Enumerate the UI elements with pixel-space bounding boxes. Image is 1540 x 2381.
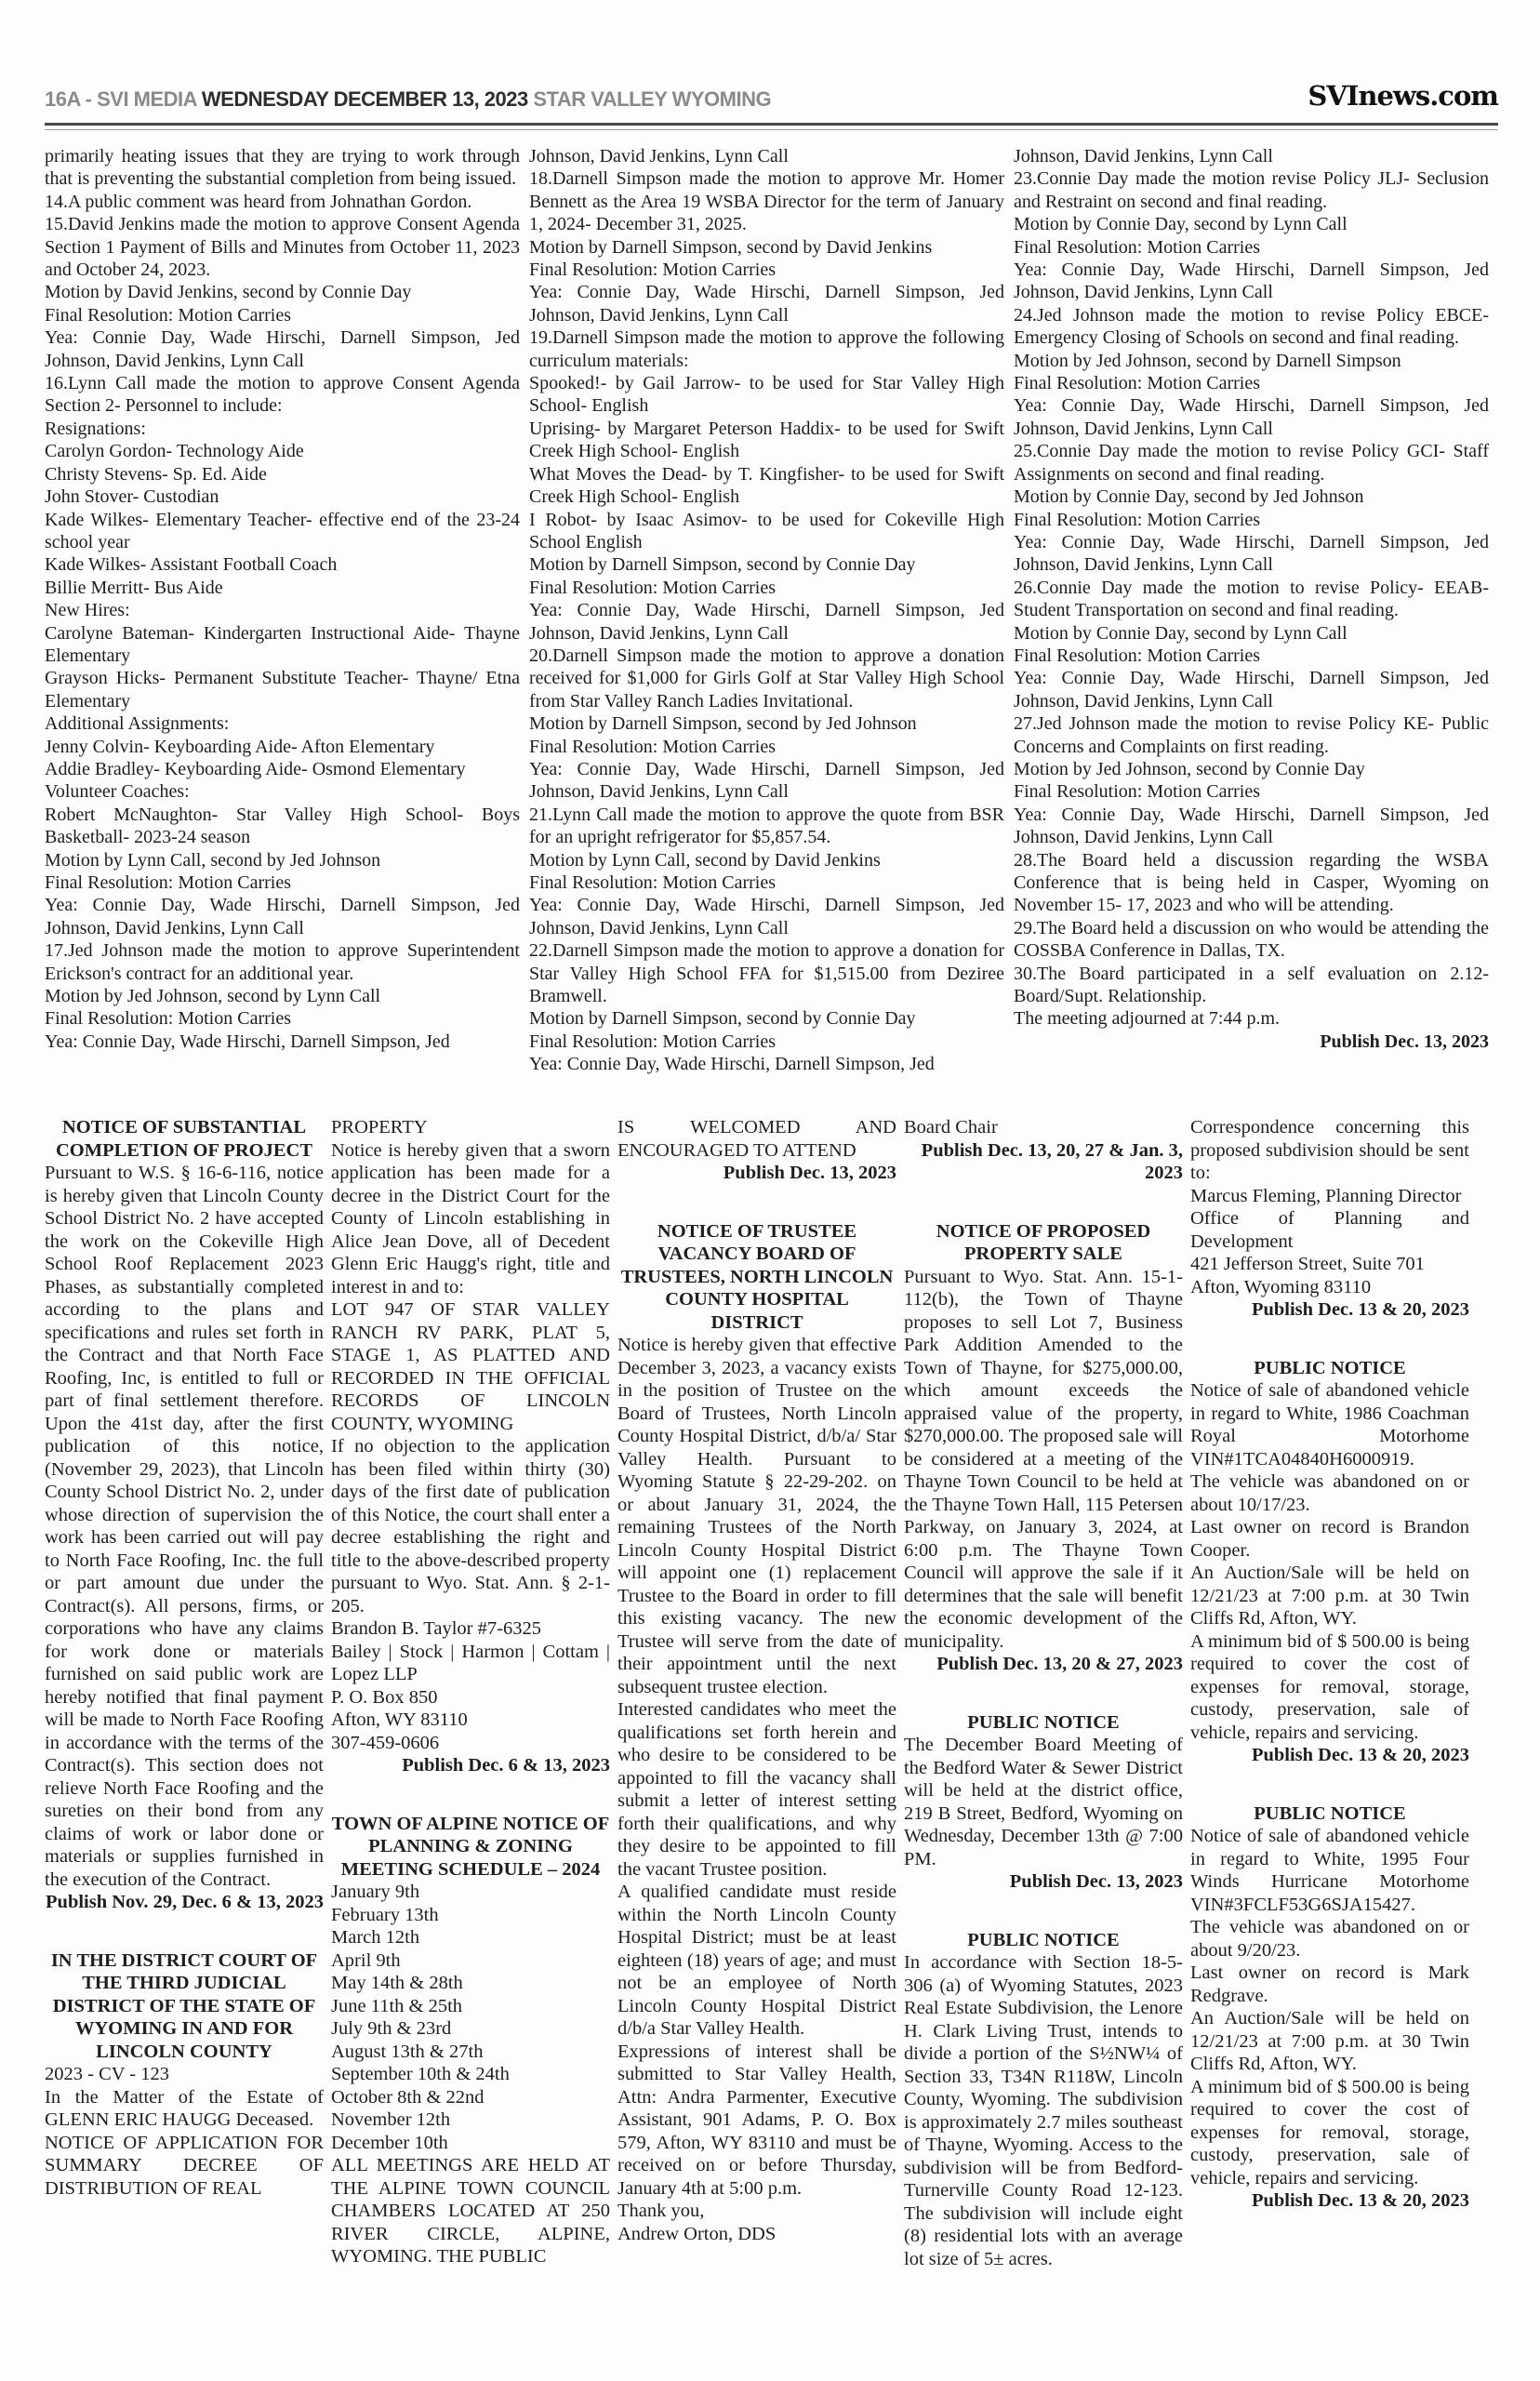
body-paragraph: Christy Stevens- Sp. Ed. Aide [45,463,267,485]
minutes-column-1 [45,145,520,1075]
body-paragraph: Additional Assignments: [45,713,230,735]
notice-heading: NOTICE OF PROPOSED PROPERTY SALE [936,1220,1151,1264]
body-paragraph: Billie Merritt- Bus Aide [45,577,223,598]
body-paragraph: P. O. Box 850 [331,1686,438,1708]
body-paragraph: 14.A public comment was heard from Johnathan Gordon. [45,191,472,212]
body-paragraph: Afton, Wyoming 83110 [1190,1276,1372,1297]
body-paragraph: Resignations: [45,418,146,439]
minutes-section [0,130,1540,1075]
body-paragraph: Yea: Connie Day, Wade Hirschi, Darnell Simpson, Jed Johnson, David Jenkins, Lynn Call [529,758,1004,803]
body-paragraph: Board Chair [904,1117,998,1137]
notice-heading: NOTICE OF TRUSTEE VACANCY BOARD OF TRUSTEES, NORTH LINCOLN COUNTY HOSPITAL DISTRICT [620,1220,894,1333]
notice-heading: NOTICE OF SUBSTANTIAL COMPLETION OF PROJECT [56,1117,312,1161]
body-paragraph: 20.Darnell Simpson made the motion to approve a donation received for $1,000 for Girls Golf at Star Valley High School from Star Valley Ranch Ladies Invitational. [529,645,1004,712]
body-paragraph: July 9th & 23rd [331,2018,452,2039]
body-paragraph: Notice is hereby given that a sworn application has been made for a decree in the District Court for the County of Lincoln establishing in Alice Jean Dove, all of Decedent Glenn Eric Haugg's right, title and interest in and to: [331,1139,610,1297]
body-paragraph: 27.Jed Johnson made the motion to revise Policy KE- Public Concerns and Complaints on first reading. [1014,713,1489,757]
body-paragraph: primarily heating issues that they are trying to work through that is preventing the substantial completion from being issued. [45,146,520,190]
body-paragraph: Interested candidates who meet the qualifications set forth herein and who desire to be considered to be appointed to fill the vacancy shall submit a letter of interest setting forth their qualifications, and why they desire to be appointed to fill the vacant Trustee position. [617,1699,896,1880]
body-paragraph: October 8th & 22nd [331,2086,485,2108]
body-paragraph: Motion by Connie Day, second by Jed Johnson [1014,486,1364,508]
body-paragraph: A minimum bid of $ 500.00 is being required to cover the cost of expenses for removal, storage, custody, preservation, sale of vehicle, repairs and servicing. [1190,2076,1469,2188]
body-paragraph: 21.Lynn Call made the motion to approve the quote from BSR for an upright refrigerator for $5,857.54. [529,804,1004,848]
body-paragraph: Kade Wilkes- Elementary Teacher- effective end of the 23-24 school year [45,509,520,552]
body-paragraph: Motion by Connie Day, second by Lynn Call [1014,214,1348,235]
notice-heading: IN THE DISTRICT COURT OF THE THIRD JUDICIAL DISTRICT OF THE STATE OF WYOMING IN AND FOR LINCOLN COUNTY [50,1949,318,2062]
body-paragraph: IS WELCOMED AND ENCOURAGED TO ATTEND [617,1117,896,1161]
body-paragraph: Marcus Fleming, Planning Director [1190,1185,1462,1206]
body-paragraph: Jenny Colvin- Keyboarding Aide- Afton Elementary [45,736,435,757]
body-paragraph: 23.Connie Day made the motion revise Policy JLJ- Seclusion and Restraint on second and final reading. [1014,168,1489,212]
notice-heading: PUBLIC NOTICE [1254,1802,1406,1824]
body-paragraph: 15.David Jenkins made the motion to approve Consent Agenda Section 1 Payment of Bills and Minutes from October 11, 2023 and October 24, 2023. [45,214,520,281]
body-paragraph: A qualified candidate must reside within the North Lincoln County Hospital District; must be at least eighteen (18) years of age; and must not be an employee of North Lincoln County Hospital District d/b/a Star Valley Health. [617,1882,896,2039]
body-paragraph: Motion by Connie Day, second by Lynn Call [1014,622,1348,644]
notice-gap [904,1676,1183,1711]
body-paragraph: March 12th [331,1927,420,1948]
body-paragraph: Correspondence concerning this proposed subdivision should be sent to: [1190,1117,1469,1183]
body-paragraph: Addie Bradley- Keyboarding Aide- Osmond Elementary [45,758,466,779]
body-paragraph: Yea: Connie Day, Wade Hirschi, Darnell Simpson, Jed Johnson, David Jenkins, Lynn Call [45,327,520,371]
body-paragraph: Robert McNaughton- Star Valley High School- Boys Basketball- 2023-24 season [45,804,520,848]
body-paragraph: 16.Lynn Call made the motion to approve Consent Agenda Section 2- Personnel to include: [45,373,520,417]
body-paragraph: 22.Darnell Simpson made the motion to approve a donation for Star Valley High School FFA for $1,515.00 from Deziree Bramwell. [529,940,1004,1007]
notice-heading: TOWN OF ALPINE NOTICE OF PLANNING & ZONING MEETING SCHEDULE – 2024 [331,1813,610,1880]
notice-gap [904,1894,1183,1929]
body-paragraph: February 13th [331,1904,439,1925]
publish-line: Publish Dec. 13 & 20, 2023 [1251,1299,1469,1320]
body-paragraph: Volunteer Coaches: [45,781,190,803]
body-paragraph: Motion by Jed Johnson, second by Lynn Call [45,986,381,1007]
body-paragraph: NOTICE OF APPLICATION FOR SUMMARY DECREE OF DISTRIBUTION OF REAL [45,2132,324,2199]
notice-heading: PUBLIC NOTICE [967,1929,1120,1950]
body-paragraph: John Stover- Custodian [45,486,219,508]
masthead-site-logo: SVInews.com [1308,80,1498,112]
publish-line: Publish Dec. 13 & 20, 2023 [1251,1745,1469,1765]
publish-line: Publish Dec. 13 & 20, 2023 [1251,2190,1469,2211]
body-paragraph: Yea: Connie Day, Wade Hirschi, Darnell Simpson, Jed Johnson, David Jenkins, Lynn Call [1014,804,1489,848]
body-paragraph: Motion by Lynn Call, second by David Jenkins [529,849,881,871]
body-paragraph: 24.Jed Johnson made the motion to revise Policy EBCE- Emergency Closing of Schools on second and final reading. [1014,304,1489,349]
page-label: 16A - SVI MEDIA [45,87,197,111]
body-paragraph: Final Resolution: Motion Carries [529,872,776,893]
body-paragraph: Motion by Lynn Call, second by Jed Johnson [45,849,381,871]
body-paragraph: Pursuant to Wyo. Stat. Ann. 15-1-112(b), the Town of Thayne proposes to sell Lot 7, Business Park Addition Amended to the Town of Thayne, for $275,000.00, which amount exceeds the appraised value of the property, $270,000.00. The proposed sale will be considered at a meeting of the Thayne Town Council to be held at the Thayne Town Hall, 115 Petersen Parkway, on January 3, 2024, at 6:00 p.m. The Thayne Town Council will approve the sale if it determines that the sale will benefit the economic development of the municipality. [904,1266,1183,1652]
body-paragraph: June 11th & 25th [331,1995,463,2016]
body-paragraph: Last owner on record is Mark Redgrave. [1190,1962,1469,2006]
body-paragraph: November 12th [331,2109,451,2130]
body-paragraph: 17.Jed Johnson made the motion to approve Superintendent Erickson's contract for an additional year. [45,940,520,984]
publish-line: Publish Dec. 6 & 13, 2023 [402,1755,610,1776]
body-paragraph: Bailey | Stock | Harmon | Cottam | Lopez LLP [331,1641,610,1684]
body-paragraph: Notice of sale of abandoned vehicle in regard to White, 1986 Coachman Royal Motorhome VIN#1TCA04840H6000919. [1190,1380,1469,1470]
header-rule [45,123,1498,130]
body-paragraph: Johnson, David Jenkins, Lynn Call [529,146,789,166]
body-paragraph: Yea: Connie Day, Wade Hirschi, Darnell Simpson, Jed Johnson, David Jenkins, Lynn Call [45,895,520,938]
body-paragraph: Final Resolution: Motion Carries [529,259,776,281]
body-paragraph: Final Resolution: Motion Carries [529,577,776,598]
body-paragraph: Thank you, [617,2201,705,2221]
body-paragraph: LOT 947 OF STAR VALLEY RANCH RV PARK, PLAT 5, STAGE 1, AS PLATTED AND RECORDED IN THE OFFICIAL RECORDS OF LINCOLN COUNTY, WYOMING [331,1299,610,1434]
body-paragraph: September 10th & 24th [331,2064,510,2084]
body-paragraph: Carolyne Bateman- Kindergarten Instructional Aide- Thayne Elementary [45,622,520,666]
body-paragraph: 18.Darnell Simpson made the motion to approve Mr. Homer Bennett as the Area 19 WSBA Director for the term of January 1, 2024- December 31, 2025. [529,168,1004,235]
publish-line: Publish Nov. 29, Dec. 6 & 13, 2023 [46,1892,324,1912]
masthead-left [45,87,771,112]
body-paragraph: Final Resolution: Motion Carries [1014,509,1260,530]
body-paragraph: The vehicle was abandoned on or about 9/20/23. [1190,1917,1469,1961]
notice-gap [331,1777,610,1813]
body-paragraph: In the Matter of the Estate of GLENN ERIC HAUGG Deceased. [45,2086,324,2130]
body-paragraph: Final Resolution: Motion Carries [45,304,291,326]
body-paragraph: The meeting adjourned at 7:44 p.m. [1014,1008,1281,1030]
notice-heading: PUBLIC NOTICE [1254,1357,1406,1378]
masthead-date: WEDNESDAY DECEMBER 13, 2023 [201,87,528,111]
body-paragraph: Spooked!- by Gail Jarrow- to be used for Star Valley High School- English [529,373,1004,417]
body-paragraph: Last owner on record is Brandon Cooper. [1190,1517,1469,1561]
body-paragraph: Expressions of interest shall be submitted to Star Valley Health, Attn: Andra Parmenter, Executive Assistant, 901 Adams, P. O. Box 579, Afton, WY 83110 and must be received on or before Thursday, January 4th at 5:00 p.m. [617,2041,896,2199]
legal-column-1 [45,1116,324,2381]
notice-gap [617,1185,896,1220]
body-paragraph: 30.The Board participated in a self evaluation on 2.12- Board/Supt. Relationship. [1014,963,1489,1007]
body-paragraph: December 10th [331,2132,448,2153]
body-paragraph: Yea: Connie Day, Wade Hirschi, Darnell Simpson, Jed Johnson, David Jenkins, Lynn Call [1014,395,1489,439]
body-paragraph: New Hires: [45,600,130,621]
body-paragraph: Yea: Connie Day, Wade Hirschi, Darnell Simpson, Jed Johnson, David Jenkins, Lynn Call [529,282,1004,326]
publish-line: Publish Dec. 13, 2023 [1009,1871,1183,1892]
body-paragraph: PROPERTY [331,1117,428,1137]
body-paragraph: An Auction/Sale will be held on 12/21/23 at 7:00 p.m. at 30 Twin Cliffs Rd, Afton, WY. [1190,1563,1469,1629]
publish-line: Publish Dec. 13, 20, 27 & Jan. 3, 2023 [921,1139,1183,1183]
body-paragraph: April 9th [331,1949,401,1971]
body-paragraph: Final Resolution: Motion Carries [529,736,776,757]
body-paragraph: Andrew Orton, DDS [617,2223,777,2244]
body-paragraph: The vehicle was abandoned on or about 10/17/23. [1190,1471,1469,1515]
body-paragraph: If no objection to the application has been filed within thirty (30) days of the first date of publication of this Notice, the court shall enter a decree establishing the right and title to the above-described property pursuant to Wyo. Stat. Ann. § 2-1-205. [331,1436,610,1616]
body-paragraph: Yea: Connie Day, Wade Hirschi, Darnell Simpson, Jed Johnson, David Jenkins, Lynn Call [1014,259,1489,303]
notice-gap [45,1914,324,1949]
legal-column-2 [331,1116,610,2381]
legal-column-4 [904,1116,1183,2381]
body-paragraph: 2023 - CV - 123 [45,2064,170,2084]
body-paragraph: August 13th & 27th [331,2041,484,2062]
body-paragraph: 29.The Board held a discussion on who would be attending the COSSBA Conference in Dallas, TX. [1014,917,1489,962]
legal-column-5 [1190,1116,1469,2381]
body-paragraph: Office of Planning and Development [1190,1208,1469,1252]
masthead-line [45,80,1498,112]
body-paragraph: Notice of sale of abandoned vehicle in regard to White, 1995 Four Winds Hurricane Motorhome VIN#3FCLF53G6SJA15427. [1190,1826,1469,1915]
body-paragraph: Yea: Connie Day, Wade Hirschi, Darnell Simpson, Jed Johnson, David Jenkins, Lynn Call [529,895,1004,938]
notice-gap [1190,1322,1469,1357]
publish-line: Publish Dec. 13, 20 & 27, 2023 [936,1654,1183,1674]
body-paragraph: Carolyn Gordon- Technology Aide [45,441,304,462]
body-paragraph: Notice is hereby given that effective December 3, 2023, a vacancy exists in the position of Trustee on the Board of Trustees, North Lincoln County Hospital District, d/b/a/ Star Valley Health. Pursuant to Wyoming Statute § 22-29-202. on or about January 31, 2024, the remaining Trustees of the North Lincoln County Hospital District will appoint one (1) replacement Trustee to the Board in order to fill this existing vacancy. The new Trustee will serve from the date of their appointment until the next subsequent trustee election. [617,1335,896,1697]
body-paragraph: Johnson, David Jenkins, Lynn Call [1014,146,1273,166]
body-paragraph: 28.The Board held a discussion regarding the WSBA Conference that is being held in Casper, Wyoming on November 15- 17, 2023 and who will be attending. [1014,849,1489,916]
body-paragraph: 307-459-0606 [331,1732,440,1753]
body-paragraph: Final Resolution: Motion Carries [1014,236,1260,258]
body-paragraph: Grayson Hicks- Permanent Substitute Teacher- Thayne/ Etna Elementary [45,668,520,712]
publish-line: Publish Dec. 13, 2023 [723,1163,896,1183]
body-paragraph: Final Resolution: Motion Carries [1014,373,1260,394]
body-paragraph: Yea: Connie Day, Wade Hirschi, Darnell Simpson, Jed Johnson, David Jenkins, Lynn Call [529,600,1004,644]
body-paragraph: Motion by Darnell Simpson, second by David Jenkins [529,236,933,258]
body-paragraph: A minimum bid of $ 500.00 is being required to cover the cost of expenses for removal, storage, custody, preservation, sale of vehicle, repairs and servicing. [1190,1630,1469,1743]
publish-line: Publish Dec. 13, 2023 [1320,1031,1489,1052]
legal-notices-section [0,1075,1540,2381]
body-paragraph: ALL MEETINGS ARE HELD AT THE ALPINE TOWN COUNCIL CHAMBERS LOCATED AT 250 RIVER CIRCLE, ALPINE, WYOMING. THE PUBLIC [331,2155,610,2267]
body-paragraph: Final Resolution: Motion Carries [1014,781,1260,803]
body-paragraph: Motion by Darnell Simpson, second by Connie Day [529,554,916,576]
body-paragraph: Afton, WY 83110 [331,1709,468,1730]
body-paragraph: Final Resolution: Motion Carries [529,1031,776,1052]
body-paragraph: An Auction/Sale will be held on 12/21/23 at 7:00 p.m. at 30 Twin Cliffs Rd, Afton, WY. [1190,2008,1469,2074]
minutes-column-2 [529,145,1004,1075]
body-paragraph: Yea: Connie Day, Wade Hirschi, Darnell Simpson, Jed [45,1031,450,1052]
body-paragraph: Yea: Connie Day, Wade Hirschi, Darnell Simpson, Jed Johnson, David Jenkins, Lynn Call [1014,531,1489,576]
body-paragraph: Yea: Connie Day, Wade Hirschi, Darnell Simpson, Jed Johnson, David Jenkins, Lynn Call [1014,668,1489,712]
body-paragraph: 25.Connie Day made the motion to revise Policy GCI- Staff Assignments on second and final reading. [1014,441,1489,485]
body-paragraph: 421 Jefferson Street, Suite 701 [1190,1254,1425,1274]
body-paragraph: Uprising- by Margaret Peterson Haddix- to be used for Swift Creek High School- English [529,418,1004,462]
body-paragraph: Motion by David Jenkins, second by Connie Day [45,282,412,303]
body-paragraph: Motion by Darnell Simpson, second by Connie Day [529,1008,916,1030]
legal-column-3 [617,1116,896,2381]
body-paragraph: Pursuant to W.S. § 16-6-116, notice is hereby given that Lincoln County School District No. 2 have accepted the work on the Cokeville High School Roof Replacement 2023 Phases, as substantially completed according to the plans and specifications and rules set forth in the Contract and that North Face Roofing, Inc, is entitled to full or part of final settlement therefore. Upon the 41st day, after the first publication of this notice, (November 29, 2023), that Lincoln County School District No. 2, under whose direction of supervision the work has been carried out will pay to North Face Roofing, Inc. the full or part amount due under the Contract(s). All persons, firms, or corporations who have any claims for work done or materials furnished on said public work are hereby notified that final payment will be made to North Face Roofing in accordance with the terms of the Contract(s). This section does not relieve North Face Roofing and the sureties on their bond from any claims of work or labor done or materials or supplies furnished in the execution of the Contract. [45,1163,324,1890]
body-paragraph: Final Resolution: Motion Carries [45,1008,291,1030]
body-paragraph: The December Board Meeting of the Bedford Water & Sewer District will be held at the district office, 219 B Street, Bedford, Wyoming on Wednesday, December 13th @ 7:00 PM. [904,1735,1183,1869]
body-paragraph: Motion by Jed Johnson, second by Darnell Simpson [1014,350,1401,371]
body-paragraph: 26.Connie Day made the motion to revise Policy- EEAB- Student Transportation on second and final reading. [1014,577,1489,621]
body-paragraph: January 9th [331,1882,420,1902]
body-paragraph: I Robot- by Isaac Asimov- to be used for Cokeville High School English [529,509,1004,552]
body-paragraph: May 14th & 28th [331,1973,463,1993]
masthead-location: STAR VALLEY WYOMING [533,87,772,111]
body-paragraph: Motion by Darnell Simpson, second by Jed Johnson [529,713,917,735]
body-paragraph: Yea: Connie Day, Wade Hirschi, Darnell Simpson, Jed [529,1054,935,1075]
body-paragraph: Final Resolution: Motion Carries [45,872,291,893]
body-paragraph: Final Resolution: Motion Carries [1014,645,1260,666]
body-paragraph: Brandon B. Taylor #7-6325 [331,1618,541,1639]
body-paragraph: In accordance with Section 18-5-306 (a) of Wyoming Statutes, 2023 Real Estate Subdivision, the Lenore H. Clark Living Trust, intends to divide a portion of the S½NW¼ of Section 33, T34N R118W, Lincoln County, Wyoming. The subdivision is approximately 2.7 miles southeast of Thayne, Wyoming. Access to the subdivision will be from Bedford-Turnerville County Road 12-123. The subdivision will include eight (8) residential lots with an average lot size of 5± acres. [904,1952,1183,2269]
masthead [0,0,1540,130]
notice-heading: PUBLIC NOTICE [967,1711,1120,1733]
body-paragraph: 19.Darnell Simpson made the motion to approve the following curriculum materials: [529,327,1004,371]
body-paragraph: Kade Wilkes- Assistant Football Coach [45,554,338,576]
notice-gap [1190,1767,1469,1802]
body-paragraph: Motion by Jed Johnson, second by Connie Day [1014,758,1365,779]
notice-gap [904,1185,1183,1220]
body-paragraph: What Moves the Dead- by T. Kingfisher- to be used for Swift Creek High School- English [529,463,1004,508]
minutes-column-3 [1014,145,1489,1075]
